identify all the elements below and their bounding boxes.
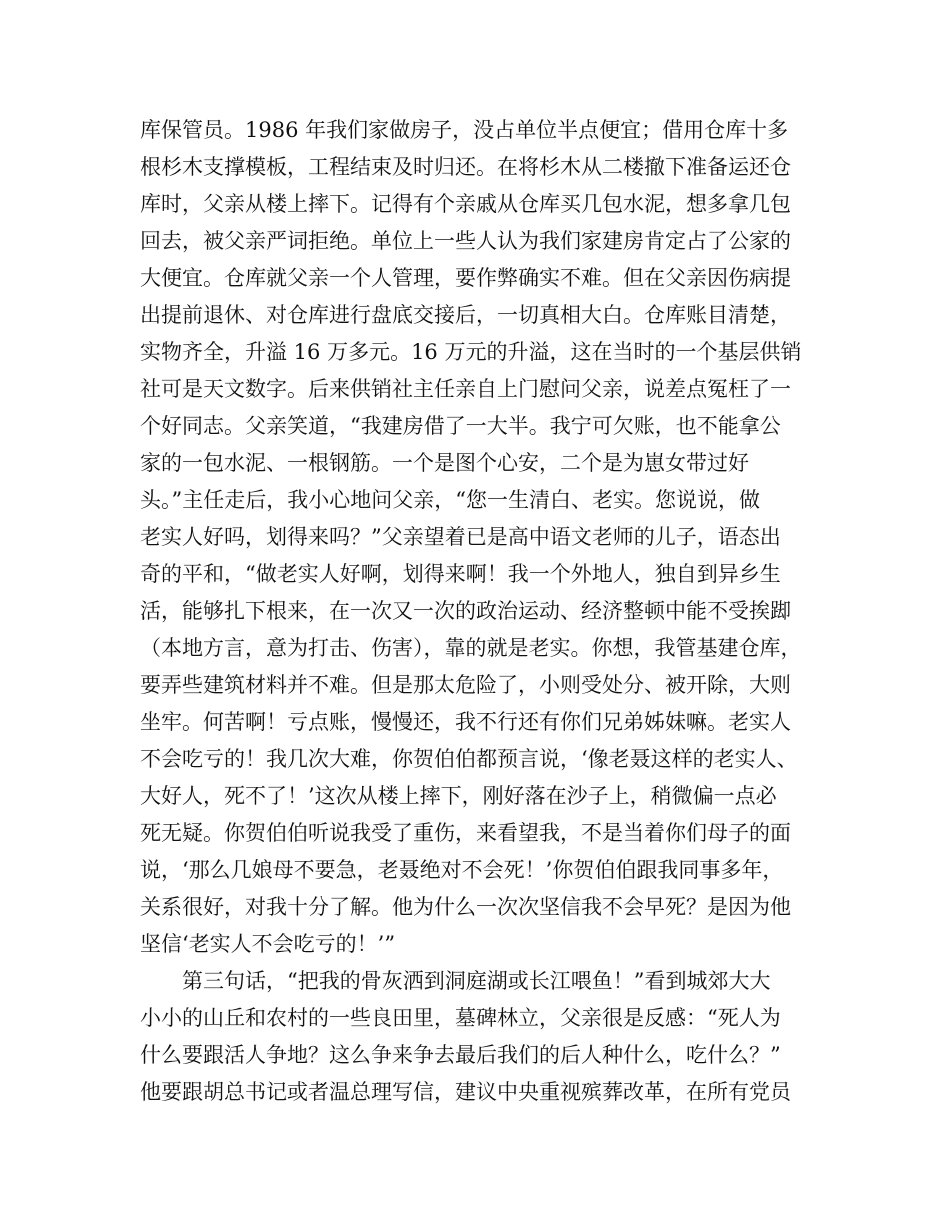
text-line: 社可是天文数字。后来供销社主任亲自上门慰问父亲，说差点冤枉了一 [140,377,791,401]
text-line: 他要跟胡总书记或者温总理写信，建议中央重视殡葬改革，在所有党员 [140,1080,791,1104]
text-line: 坚信‘老实人不会吃亏的！’” [140,932,396,956]
text-line: 不会吃亏的！我几次大难，你贺伯伯都预言说，‘像老聂这样的老实人、 [140,747,798,771]
text-line: 什么要跟活人争地？这么争来争去最后我们的后人种什么，吃什么？” [140,1043,781,1067]
text-line: 出提前退休、对仓库进行盘底交接后，一切真相大白。仓库账目清楚， [140,303,791,327]
text-line: 大便宜。仓库就父亲一个人管理，要作弊确实不难。但在父亲因伤病提 [140,266,791,290]
text-line: 库时，父亲从楼上摔下。记得有个亲戚从仓库买几包水泥，想多拿几包 [140,192,791,216]
text-line: 要弄些建筑材料并不难。但是那太危险了，小则受处分、被开除，大则 [140,673,791,697]
body-text [140,112,820,1111]
text-line: 小小的山丘和农村的一些良田里，墓碑林立，父亲很是反感：“死人为 [140,1006,781,1030]
text-line: 家的一包水泥、一根钢筋。一个是图个心安，二个是为崽女带过好 [140,451,749,475]
text-line: 奇的平和，“做老实人好啊，划得来啊！我一个外地人，独自到异乡生 [140,562,781,586]
text-line: 实物齐全，升溢 16 万多元。16 万元的升溢，这在当时的一个基层供销 [140,340,802,364]
text-line: （本地方言，意为打击、伤害），靠的就是老实。你想，我管基建仓库， [140,636,802,660]
text-line: 库保管员。1986 年我们家做房子，没占单位半点便宜；借用仓库十多 [140,118,789,142]
text-line: 关系很好，对我十分了解。他为什么一次次坚信我不会早死？是因为他 [140,895,791,919]
text-line: 第三句话，“把我的骨灰洒到洞庭湖或长江喂鱼！”看到城郊大大 [140,969,771,993]
text-line: 说，‘那么几娘母不要急，老聂绝对不会死！’你贺伯伯跟我同事多年， [140,858,784,882]
text-line: 根杉木支撑模板，工程结束及时归还。在将杉木从二楼撤下准备运还仓 [140,155,791,179]
text-line: 坐牢。何苦啊！亏点账，慢慢还，我不行还有你们兄弟姊妹嘛。老实人 [140,710,791,734]
text-line: 头。”主任走后，我小心地问父亲，“您一生清白、老实。您说说，做 [140,488,760,512]
text-line: 回去，被父亲严词拒绝。单位上一些人认为我们家建房肯定占了公家的 [140,229,791,253]
text-line: 活，能够扎下根来，在一次又一次的政治运动、经济整顿中能不受挨踋 [140,599,791,623]
text-line: 大好人，死不了！’这次从楼上摔下，刚好落在沙子上，稍微偏一点必 [140,784,777,808]
text-line: 老实人好吗，划得来吗？”父亲望着已是高中语文老师的儿子，语态出 [140,525,781,549]
text-line: 个好同志。父亲笑道，“我建房借了一大半。我宁可欠账，也不能拿公 [140,414,781,438]
text-line: 死无疑。你贺伯伯听说我受了重伤，来看望我，不是当着你们母子的面 [140,821,791,845]
